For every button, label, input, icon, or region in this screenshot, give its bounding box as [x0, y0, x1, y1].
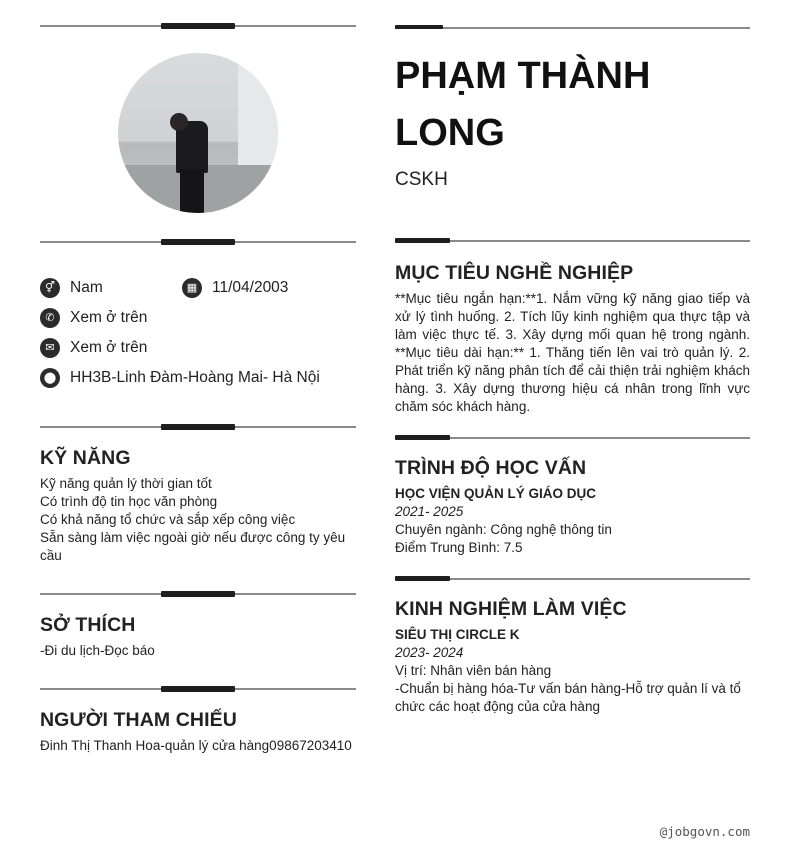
envelope-icon: ✉ — [40, 338, 60, 358]
phone-row — [40, 308, 147, 328]
divider-accent — [395, 435, 450, 440]
education-period: 2021- 2025 — [395, 504, 464, 519]
full-name: PHẠM THÀNH LONG — [395, 55, 651, 154]
location-pin-icon: ⬤ — [40, 368, 60, 388]
company-name: SIÊU THỊ CIRCLE K — [395, 627, 520, 642]
experience-period: 2023- 2024 — [395, 645, 464, 660]
education-title: TRÌNH ĐỘ HỌC VẤN — [395, 457, 587, 479]
phone-icon: ✆ — [40, 308, 60, 328]
hobbies-title: SỞ THÍCH — [40, 614, 136, 636]
gender-icon: ⚥ — [40, 278, 60, 298]
gender-text: Nam — [70, 279, 103, 296]
divider-accent — [395, 576, 450, 581]
divider-accent — [395, 238, 450, 243]
calendar-icon: ▦ — [182, 278, 202, 298]
divider-accent — [161, 591, 235, 597]
footer-credit: @jobgovn.com — [659, 824, 750, 839]
objective-title: MỤC TIÊU NGHỀ NGHIỆP — [395, 262, 634, 284]
education-block — [395, 485, 750, 557]
address-text: HH3B-Linh Đàm-Hoàng Mai- Hà Nội — [70, 369, 320, 386]
birthdate-row — [182, 278, 288, 298]
education-major: Chuyên ngành: Công nghệ thông tin — [395, 522, 612, 537]
skill-item: Có trình độ tin học văn phòng — [40, 494, 218, 509]
experience-block — [395, 626, 750, 716]
hobbies-text: -Đi du lịch-Đọc báo — [40, 643, 155, 658]
experience-title: KINH NGHIỆM LÀM VIỆC — [395, 598, 627, 620]
email-row — [40, 338, 147, 358]
school-name: HỌC VIỆN QUẢN LÝ GIÁO DỤC — [395, 486, 597, 501]
divider-accent — [161, 239, 235, 245]
birthdate-text: 11/04/2003 — [212, 279, 289, 296]
divider-accent — [161, 23, 235, 29]
references-title: NGƯỜI THAM CHIẾU — [40, 709, 237, 731]
address-row — [40, 368, 320, 388]
experience-description: -Chuẩn bị hàng hóa-Tư vấn bán hàng-Hỗ trợ quản lí và tổ chức các hoạt động của cửa hàng — [395, 681, 741, 714]
skills-title: KỸ NĂNG — [40, 447, 131, 469]
skill-item: Có khả năng tổ chức và sắp xếp công việc — [40, 512, 296, 527]
divider-accent — [161, 424, 235, 430]
objective-text: **Mục tiêu ngắn hạn:**1. Nắm vững kỹ năng giao tiếp và xử lý tình huống. 2. Tích lũy kinh nghiệm qua thực tập và làm việc thực tế. 3. Xây dựng mối quan hệ trong ngành. **Mục tiêu dài hạn:** 1. Thăng tiến lên vai trò quản lý. 2. Phát triển kỹ năng phân tích để cải thiện trải nghiệm khách hàng. 3. Xây dựng thương hiệu cá nhân trong lĩnh vực chăm sóc khách hàng. — [395, 291, 750, 414]
profile-photo — [118, 53, 278, 213]
references-text: Đinh Thị Thanh Hoa-quản lý cửa hàng09867203410 — [40, 738, 352, 753]
skills-list — [40, 475, 356, 565]
divider-accent — [395, 25, 443, 29]
education-gpa: Điểm Trung Bình: 7.5 — [395, 540, 523, 555]
gender-row — [40, 278, 103, 298]
phone-text: Xem ở trên — [70, 309, 148, 326]
divider-line — [395, 27, 750, 29]
skill-item: Sẵn sàng làm việc ngoài giờ nếu được công ty yêu cầu — [40, 530, 346, 563]
experience-position: Vị trí: Nhân viên bán hàng — [395, 663, 552, 678]
email-text: Xem ở trên — [70, 339, 148, 356]
job-title: CSKH — [395, 169, 448, 190]
divider-accent — [161, 686, 235, 692]
skill-item: Kỹ năng quản lý thời gian tốt — [40, 476, 212, 491]
